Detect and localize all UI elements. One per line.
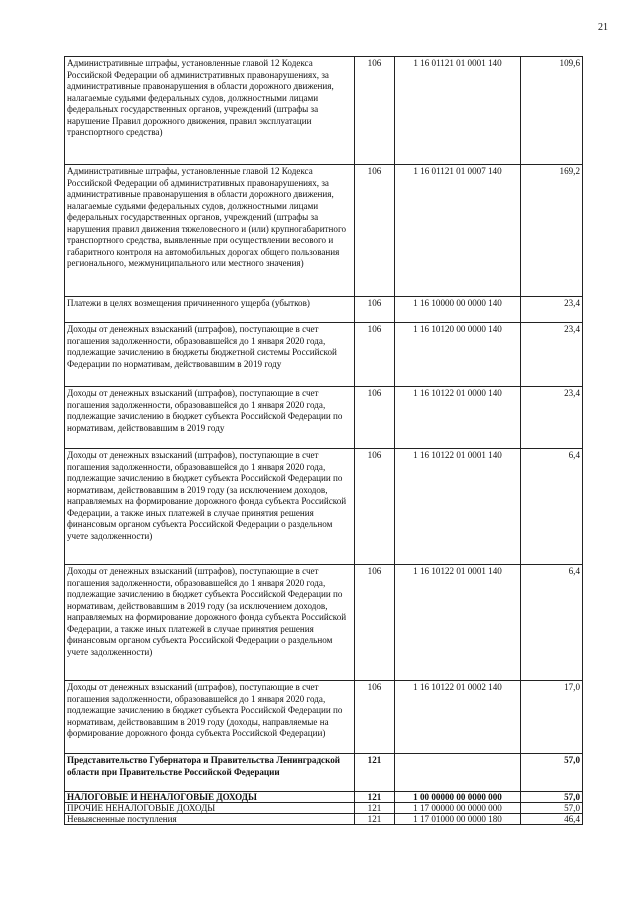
budget-classification-code: 1 16 10122 01 0001 140 (395, 565, 521, 681)
table-row (65, 323, 583, 387)
admin-code: 121 (355, 803, 395, 814)
admin-code: 106 (355, 323, 395, 387)
budget-classification-code: 1 17 00000 00 0000 000 (395, 803, 521, 814)
admin-code: 106 (355, 681, 395, 754)
budget-classification-code: 1 16 10122 01 0001 140 (395, 449, 521, 565)
table-row (65, 792, 583, 803)
page-number: 21 (598, 22, 608, 33)
amount: 57,0 (521, 792, 583, 803)
revenue-name: Платежи в целях возмещения причиненного ущерба (убытков) (65, 297, 355, 323)
table-row (65, 754, 583, 792)
admin-code: 106 (355, 565, 395, 681)
budget-classification-code: 1 16 10122 01 0000 140 (395, 387, 521, 449)
revenue-name: Административные штрафы, установленные главой 12 Кодекса Российской Федерации об административных правонарушениях, за административные правонарушения в области дорожного движения, налагаемые судьями федеральных судов, должностными лицами федеральных государственных органов, учреждений (штрафы за нарушения правил движения тяжеловесного и (или) крупногабаритного транспортного средства, выявленные при осуществлении весового и габаритного контроля на автомобильных дорогах общего пользования регионального, межмуниципального или местного значения) (65, 165, 355, 297)
admin-code: 121 (355, 754, 395, 792)
budget-classification-code: 1 16 01121 01 0007 140 (395, 165, 521, 297)
table-row (65, 803, 583, 814)
amount: 109,6 (521, 57, 583, 165)
amount: 17,0 (521, 681, 583, 754)
amount: 23,4 (521, 323, 583, 387)
admin-code: 121 (355, 792, 395, 803)
table-row (65, 449, 583, 565)
amount: 23,4 (521, 387, 583, 449)
budget-classification-code: 1 16 10122 01 0002 140 (395, 681, 521, 754)
admin-code: 106 (355, 57, 395, 165)
amount: 57,0 (521, 754, 583, 792)
revenue-name: НАЛОГОВЫЕ И НЕНАЛОГОВЫЕ ДОХОДЫ (65, 792, 355, 803)
admin-code: 106 (355, 297, 395, 323)
admin-code: 106 (355, 387, 395, 449)
table-row (65, 165, 583, 297)
revenue-name: Доходы от денежных взысканий (штрафов), поступающие в счет погашения задолженности, образовавшейся до 1 января 2020 года, подлежащие зачислению в бюджет субъекта Российской Федерации по нормативам, действовавшим в 2019 году (за исключением доходов, направляемых на формирование дорожного фонда субъекта Российской Федерации, а также иных платежей в случае принятия решения финансовым органом субъекта Российской Федерации о раздельном учете задолженности) (65, 565, 355, 681)
budget-classification-code: 1 16 10120 00 0000 140 (395, 323, 521, 387)
admin-code: 121 (355, 814, 395, 825)
revenue-name: Доходы от денежных взысканий (штрафов), поступающие в счет погашения задолженности, образовавшейся до 1 января 2020 года, подлежащие зачислению в бюджет субъекта Российской Федерации по нормативам, действовавшим в 2019 году (65, 387, 355, 449)
budget-classification-code: 1 16 10000 00 0000 140 (395, 297, 521, 323)
table-row (65, 57, 583, 165)
amount: 6,4 (521, 565, 583, 681)
admin-code: 106 (355, 449, 395, 565)
admin-code: 106 (355, 165, 395, 297)
revenue-table (64, 56, 583, 825)
table-row (65, 297, 583, 323)
budget-classification-code: 1 17 01000 00 0000 180 (395, 814, 521, 825)
budget-classification-code: 1 00 00000 00 0000 000 (395, 792, 521, 803)
amount: 57,0 (521, 803, 583, 814)
budget-classification-code: 1 16 01121 01 0001 140 (395, 57, 521, 165)
revenue-name: ПРОЧИЕ НЕНАЛОГОВЫЕ ДОХОДЫ (65, 803, 355, 814)
revenue-name: Доходы от денежных взысканий (штрафов), поступающие в счет погашения задолженности, образовавшейся до 1 января 2020 года, подлежащие зачислению в бюджет субъекта Российской Федерации по нормативам, действовавшим в 2019 году (за исключением доходов, направляемых на формирование дорожного фонда субъекта Российской Федерации, а также иных платежей в случае принятия решения финансовым органом субъекта Российской Федерации о раздельном учете задолженности) (65, 449, 355, 565)
revenue-name: Невыясненные поступления (65, 814, 355, 825)
amount: 23,4 (521, 297, 583, 323)
revenue-name: Административные штрафы, установленные главой 12 Кодекса Российской Федерации об административных правонарушениях, за административные правонарушения в области дорожного движения, налагаемые судьями федеральных судов, должностными лицами федеральных государственных органов, учреждений (штрафы за нарушение Правил дорожного движения, правил эксплуатации транспортного средства) (65, 57, 355, 165)
amount: 46,4 (521, 814, 583, 825)
table-row (65, 814, 583, 825)
table-row (65, 565, 583, 681)
revenue-name: Доходы от денежных взысканий (штрафов), поступающие в счет погашения задолженности, образовавшейся до 1 января 2020 года, подлежащие зачислению в бюджет субъекта Российской Федерации по нормативам, действовавшим в 2019 году (доходы, направляемые на формирование дорожного фонда субъекта Российской Федерации) (65, 681, 355, 754)
budget-classification-code (395, 754, 521, 792)
table-row (65, 681, 583, 754)
table-row (65, 387, 583, 449)
revenue-name: Доходы от денежных взысканий (штрафов), поступающие в счет погашения задолженности, образовавшейся до 1 января 2020 года, подлежащие зачислению в бюджеты бюджетной системы Российской Федерации по нормативам, действовавшим в 2019 году (65, 323, 355, 387)
revenue-name: Представительство Губернатора и Правительства Ленинградской области при Правительстве Российской Федерации (65, 754, 355, 792)
amount: 6,4 (521, 449, 583, 565)
amount: 169,2 (521, 165, 583, 297)
